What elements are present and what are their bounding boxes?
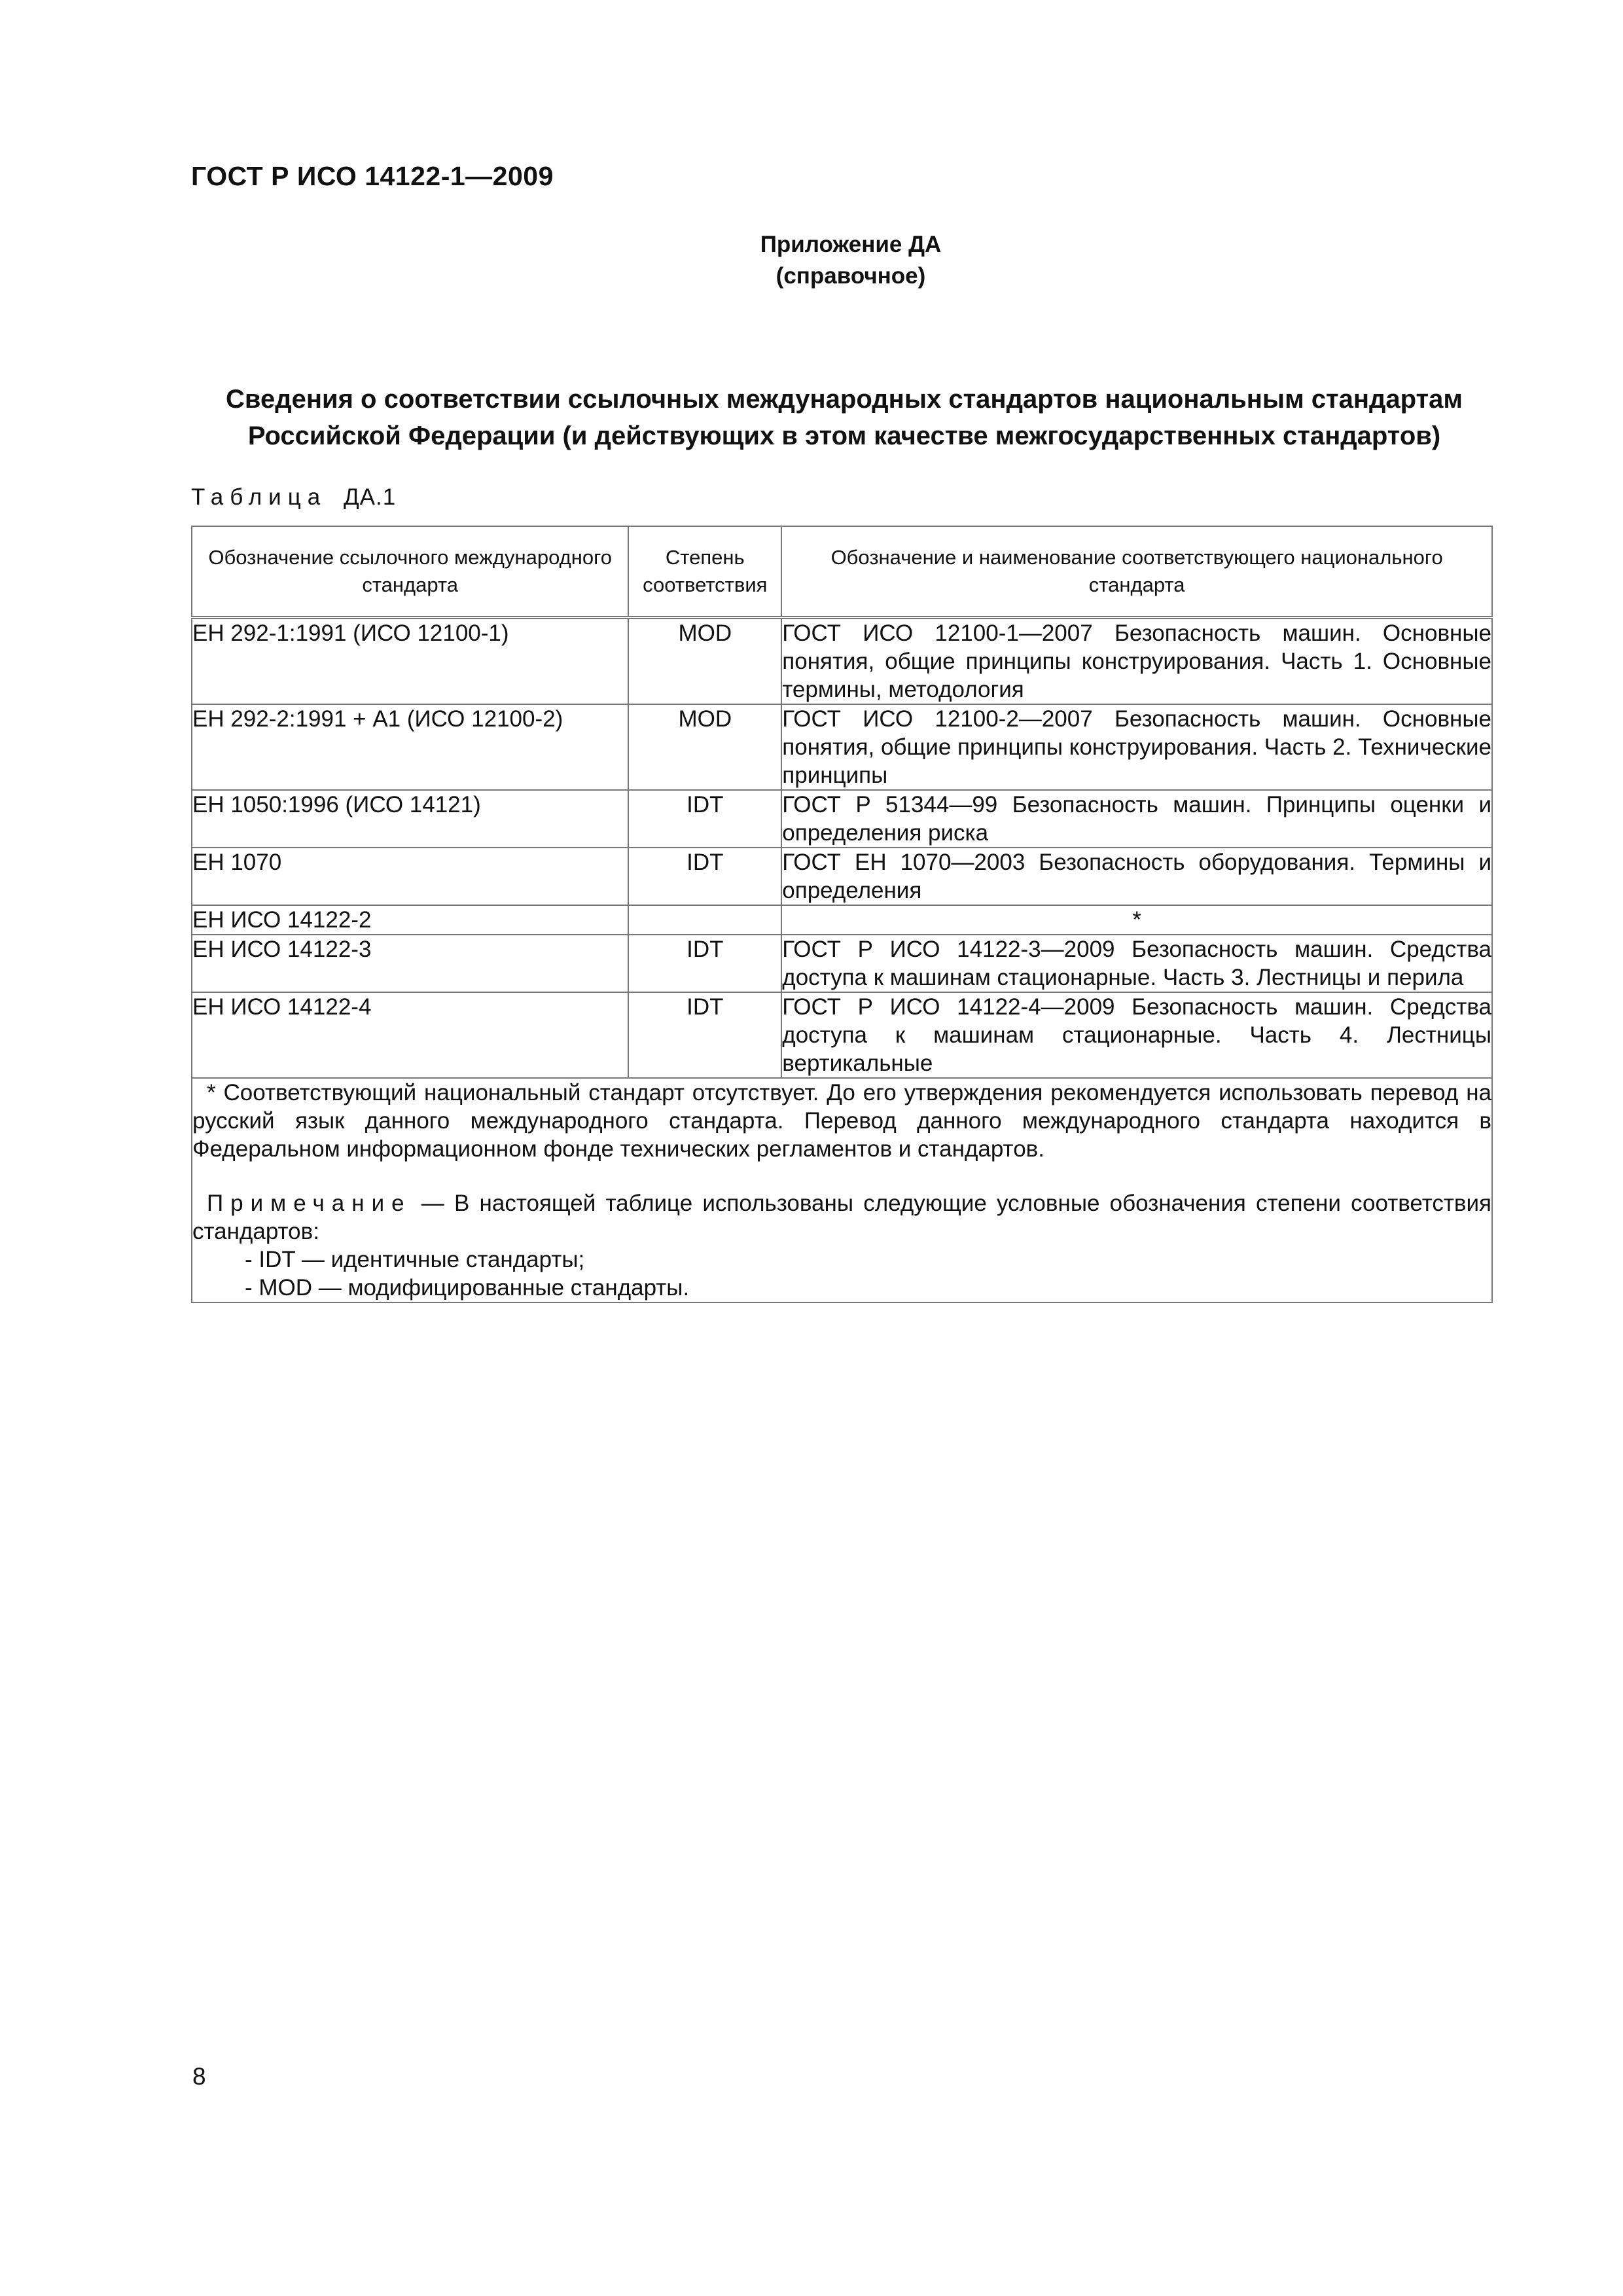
header-reference-standard: Обозначение ссылочного международного стандарта bbox=[192, 526, 628, 618]
appendix-subtitle: (справочное) bbox=[776, 263, 926, 289]
degree-cell: IDT bbox=[628, 790, 781, 848]
national-standard-cell: * bbox=[781, 905, 1492, 935]
correspondence-table bbox=[191, 526, 1493, 1303]
table-row bbox=[192, 992, 1492, 1078]
note-label: Примечание bbox=[207, 1191, 412, 1216]
degree-cell: MOD bbox=[628, 618, 781, 705]
table-header-row bbox=[192, 526, 1492, 618]
national-standard-cell: ГОСТ Р ИСО 14122-3—2009 Безопасность машин. Средства доступа к машинам стационарные. Часть 3. Лестницы и перила bbox=[781, 935, 1492, 992]
section-title-line-1: Сведения о соответствии ссылочных международных стандартов национальным стандартам bbox=[226, 385, 1463, 414]
section-title-line-2: Российской Федерации (и действующих в этом качестве межгосударственных стандартов) bbox=[247, 422, 1441, 450]
table-caption bbox=[191, 484, 396, 511]
appendix-title: Приложение ДА bbox=[760, 232, 942, 257]
degree-cell bbox=[628, 905, 781, 935]
table-caption-label: Таблица bbox=[191, 484, 327, 510]
degree-cell: IDT bbox=[628, 935, 781, 992]
table-caption-number: ДА.1 bbox=[343, 484, 397, 510]
table-row bbox=[192, 790, 1492, 848]
degree-cell: MOD bbox=[628, 704, 781, 790]
reference-standard-cell: ЕН ИСО 14122-3 bbox=[192, 935, 628, 992]
table-row bbox=[192, 704, 1492, 790]
section-title bbox=[196, 381, 1492, 454]
reference-standard-cell: ЕН 1050:1996 (ИСО 14121) bbox=[192, 790, 628, 848]
table-row bbox=[192, 848, 1492, 905]
document-code: ГОСТ Р ИСО 14122-1—2009 bbox=[191, 161, 554, 191]
national-standard-cell: ГОСТ ИСО 12100-2—2007 Безопасность машин. Основные понятия, общие принципы конструирования. Часть 2. Технические принципы bbox=[781, 704, 1492, 790]
table-footer-row bbox=[192, 1078, 1492, 1302]
note-item: - IDT — идентичные стандарты; bbox=[245, 1247, 585, 1272]
table-note bbox=[192, 1189, 1491, 1246]
reference-standard-cell: ЕН ИСО 14122-4 bbox=[192, 992, 628, 1078]
note-item: - MOD — модифицированные стандарты. bbox=[245, 1275, 690, 1300]
header-degree: Степень соответствия bbox=[628, 526, 781, 618]
national-standard-cell: ГОСТ ЕН 1070—2003 Безопасность оборудования. Термины и определения bbox=[781, 848, 1492, 905]
degree-cell: IDT bbox=[628, 848, 781, 905]
national-standard-cell: ГОСТ ИСО 12100-1—2007 Безопасность машин. Основные понятия, общие принципы конструирования. Часть 1. Основные термины, методология bbox=[781, 618, 1492, 705]
national-standard-cell: ГОСТ Р 51344—99 Безопасность машин. Принципы оценки и определения риска bbox=[781, 790, 1492, 848]
national-standard-cell: ГОСТ Р ИСО 14122-4—2009 Безопасность машин. Средства доступа к машинам стационарные. Часть 4. Лестницы вертикальные bbox=[781, 992, 1492, 1078]
header-national-standard: Обозначение и наименование соответствующего национального стандарта bbox=[781, 526, 1492, 618]
degree-cell: IDT bbox=[628, 992, 781, 1078]
note-text: — В настоящей таблице использованы следующие условные обозначения степени соответствия стандартов: bbox=[192, 1191, 1491, 1244]
reference-standard-cell: ЕН ИСО 14122-2 bbox=[192, 905, 628, 935]
reference-standard-cell: ЕН 292-1:1991 (ИСО 12100-1) bbox=[192, 618, 628, 705]
table-row bbox=[192, 935, 1492, 992]
table-row bbox=[192, 905, 1492, 935]
page-number: 8 bbox=[192, 2063, 206, 2090]
table-row bbox=[192, 618, 1492, 705]
reference-standard-cell: ЕН 1070 bbox=[192, 848, 628, 905]
footnote-text: * Соответствующий национальный стандарт отсутствует. До его утверждения рекомендуется использовать перевод на русский язык данного международного стандарта. Перевод данного международного стандарта находится в Федеральном информационном фонде технических регламентов и стандартов. bbox=[192, 1080, 1491, 1162]
appendix-heading bbox=[0, 229, 1623, 292]
table-footnote-cell bbox=[192, 1078, 1492, 1302]
reference-standard-cell: ЕН 292-2:1991 + А1 (ИСО 12100-2) bbox=[192, 704, 628, 790]
